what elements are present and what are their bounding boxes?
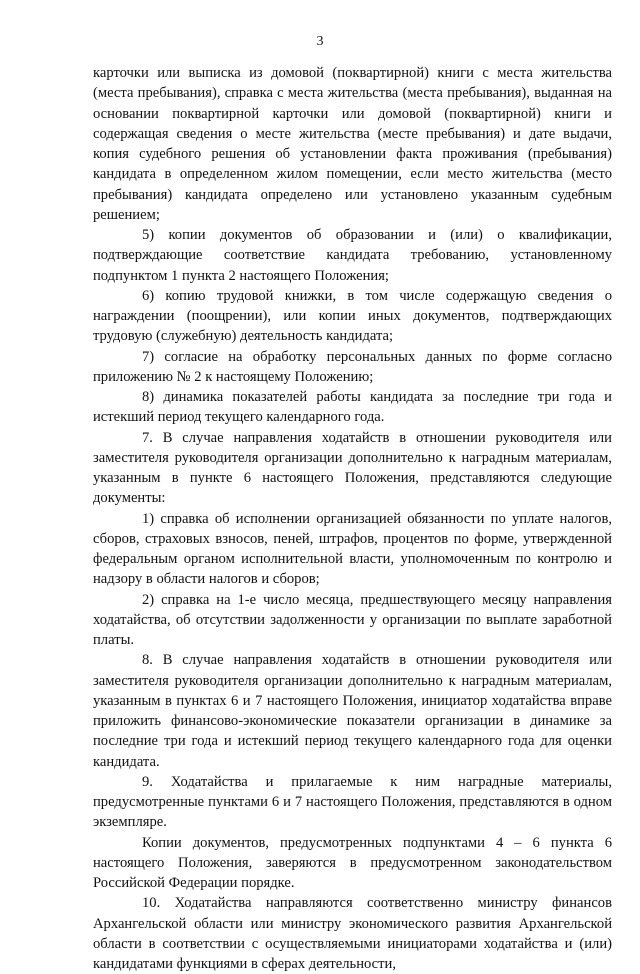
paragraph-item-6: 6) копию трудовой книжки, в том числе содержащую сведения о награждении (поощрении), или копии иных документов, подтверждающих трудовую (служебную) деятельность кандидата; bbox=[93, 287, 612, 345]
page-number: 3 bbox=[316, 34, 324, 49]
paragraph-clause-7-item-1: 1) справка об исполнении организацией обязанности по уплате налогов, сборов, страховых взносов, пеней, штрафов, процентов по форме, утвержденной федеральным органом исполнительной власти, уполномоченным по контролю и надзору в области налогов и сборов; bbox=[93, 510, 612, 588]
paragraph-item-7: 7) согласие на обработку персональных данных по форме согласно приложению № 2 к настоящему Положению; bbox=[93, 348, 612, 385]
paragraph-clause-10: 10. Ходатайства направляются соответственно министру финансов Архангельской области или министру экономического развития Архангельской области в соответствии с осуществляемыми инициаторами ходатайства и (или) кандидатами функциями в сферах деятельности, bbox=[93, 895, 612, 972]
paragraph-item-8: 8) динамика показателей работы кандидата за последние три года и истекший период текущего календарного года. bbox=[93, 389, 612, 426]
paragraph-clause-7-item-2: 2) справка на 1-е число месяца, предшествующего месяцу направления ходатайства, об отсутствии задолженности у организации по выплате заработной платы. bbox=[93, 591, 612, 648]
document-body bbox=[93, 63, 612, 974]
paragraph-4-continuation: карточки или выписка из домовой (поквартирной) книги с места жительства (места пребывания), справка с места жительства (места пребывания), выданная на основании поквартирной карточки или домовой (поквартирной) книги и содержащая сведения о месте жительства (месте пребывания) и дате выдачи, копия судебного решения об установлении факта проживания (пребывания) кандидата в определенном жилом помещении, если место жительства (место пребывания) кандидата определено или установлено указанным судебным решением; bbox=[93, 65, 612, 223]
paragraph-clause-8: 8. В случае направления ходатайств в отношении руководителя или заместителя руководителя организации дополнительно к наградным материалам, указанным в пунктах 6 и 7 настоящего Положения, инициатор ходатайства вправе приложить финансово-экономические показатели организации в динамике за последние три года и истекший период текущего календарного года для оценки кандидата. bbox=[93, 652, 612, 770]
paragraph-clause-9: 9. Ходатайства и прилагаемые к ним наградные материалы, предусмотренные пунктами 6 и 7 настоящего Положения, представляются в одном экземпляре. bbox=[93, 773, 612, 831]
paragraph-clause-7: 7. В случае направления ходатайств в отношении руководителя или заместителя руководителя организации дополнительно к наградным материалам, указанным в пункте 6 настоящего Положения, представляются следующие документы: bbox=[93, 429, 612, 507]
paragraph-copies: Копии документов, предусмотренных подпунктами 4 – 6 пункта 6 настоящего Положения, заверяются в предусмотренном законодательством Российской Федерации порядке. bbox=[93, 834, 612, 891]
paragraph-item-5: 5) копии документов об образовании и (или) о квалификации, подтверждающие соответствие кандидата требованию, установленному подпунктом 1 пункта 2 настоящего Положения; bbox=[93, 227, 612, 284]
